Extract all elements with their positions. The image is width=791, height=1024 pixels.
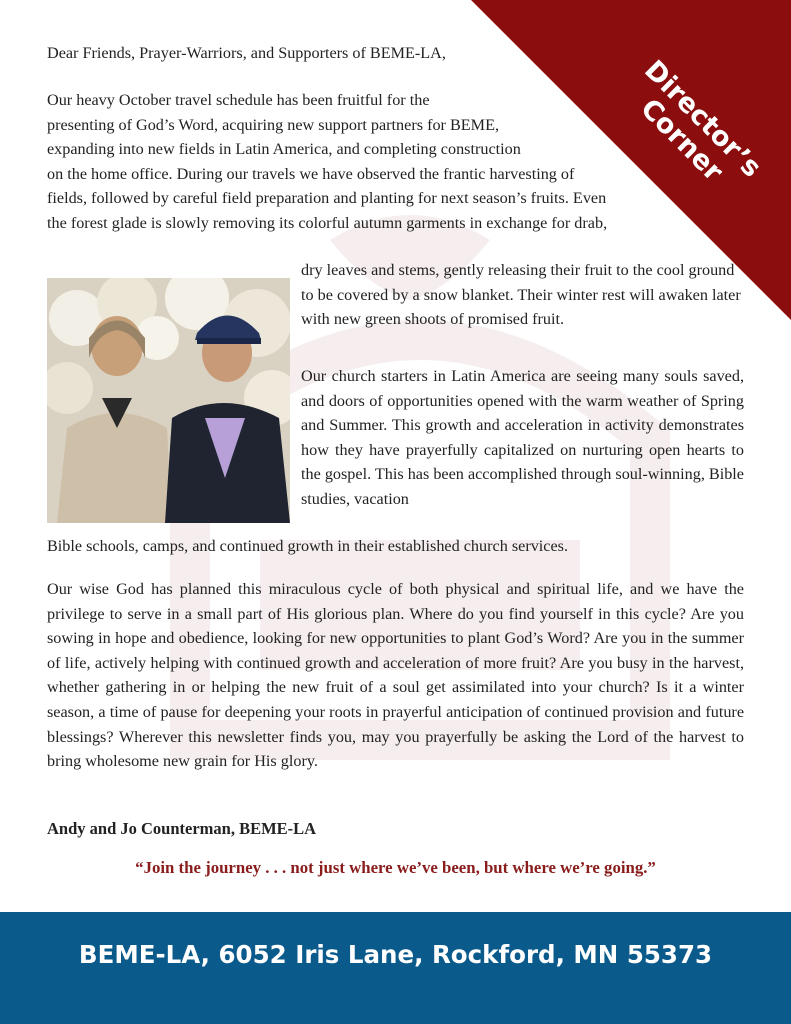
- paragraph-1-line: presenting of God’s Word, acquiring new support partners for BEME,: [47, 115, 500, 134]
- footer-address: BEME-LA, 6052 Iris Lane, Rockford, MN 55373: [78, 940, 713, 969]
- paragraph-1-line: the forest glade is slowly removing its colorful autumn garments in exchange for drab,: [47, 213, 608, 232]
- paragraph-1-continuation: dry leaves and stems, gently releasing their fruit to the cool ground to be covered by a snow blanket. Their winter rest will awaken later with new green shoots of promised fruit.: [301, 261, 741, 329]
- paragraph-1-line: expanding into new fields in Latin America, and completing construction: [47, 140, 521, 159]
- paragraph-1-line: Our heavy October travel schedule has been fruitful for the: [47, 91, 430, 109]
- couple-photo: [47, 278, 290, 523]
- salutation: Dear Friends, Prayer-Warriors, and Supporters of BEME-LA,: [47, 44, 446, 62]
- paragraph-1-line: on the home office. During our travels we have observed the frantic harvesting of: [47, 164, 575, 183]
- paragraph-2: Our church starters in Latin America are seeing many souls saved, and doors of opportunities opened with the warm weather of Spring and Summer. This growth and acceleration in activity demonstrates how they have prayerfully capitalized on nurturing open hearts to the gospel. This has been accomplished through soul-winning, Bible studies, vacation: [301, 367, 744, 508]
- tagline-quote: “Join the journey . . . not just where we’ve been, but where we’re going.”: [135, 858, 656, 877]
- signature: Andy and Jo Counterman, BEME-LA: [47, 819, 317, 838]
- paragraph-2-tail: Bible schools, camps, and continued growth in their established church services.: [47, 537, 569, 555]
- directors-corner-label: Director’s Corner: [634, 54, 768, 188]
- paragraph-3: Our wise God has planned this miraculous cycle of both physical and spiritual life, and we have the privilege to serve in a small part of His glorious plan. Where do you find yourself in this cycle? Are you sowing in hope and obedience, looking for new opportunities to plant God’s Word? Are you in the summer of life, actively helping with continued growth and acceleration of more fruit? Are you busy in the harvest, whether gathering in or helping the new fruit of a soul get assimilated into your church? Is it a winter season, a time of pause for deepening your roots in prayerful anticipation of continued provision and future blessings? Wherever this newsletter finds you, may you prayerfully be asking the Lord of the harvest to bring wholesome new grain for His glory.: [47, 580, 744, 771]
- paragraph-1-line: fields, followed by careful field preparation and planting for next season’s fruits. Even: [47, 189, 607, 208]
